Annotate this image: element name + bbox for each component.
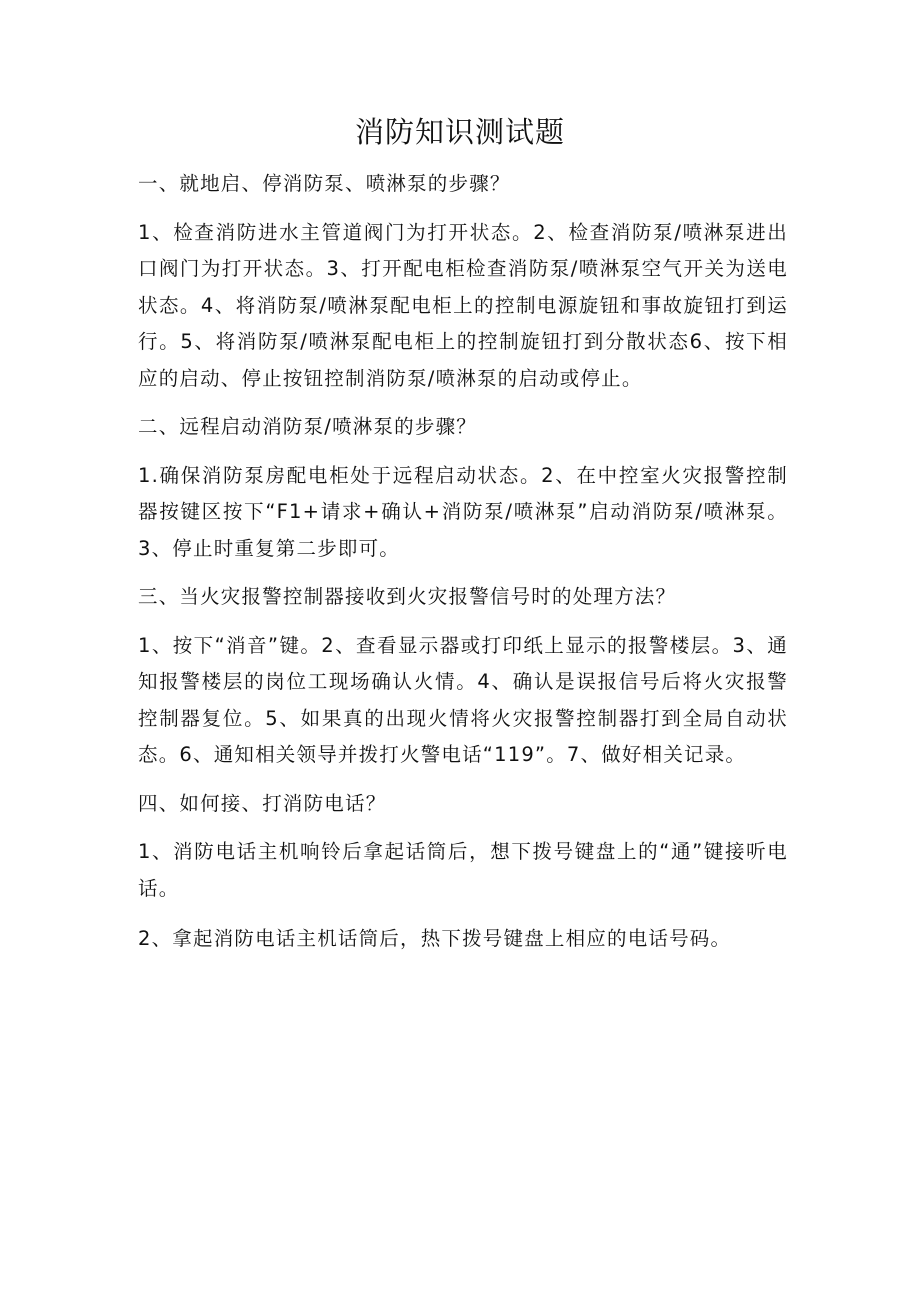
- answer-paragraph-2: 1.确保消防泵房配电柜处于远程启动状态。2、在中控室火灾报警控制器按键区按下“F1+请求+确认+消防泵/喷淋泵”启动消防泵/喷淋泵。3、停止时重复第二步即可。: [138, 463, 788, 560]
- question-heading-2: 二、远程启动消防泵/喷淋泵的步骤？: [138, 415, 477, 438]
- answer-paragraph-4b: 2、拿起消防电话主机话筒后，热下拨号键盘上相应的电话号码。: [138, 927, 732, 950]
- document-title: 消防知识测试题: [354, 115, 565, 149]
- answer-paragraph-1: 1、检查消防进水主管道阀门为打开状态。2、检查消防泵/喷淋泵进出口阀门为打开状态。3、打开配电柜检查消防泵/喷淋泵空气开关为送电状态。4、将消防泵/喷淋泵配电柜上的控制电源旋钮和事故旋钮打到运行。5、将消防泵/喷淋泵配电柜上的控制旋钮打到分散状态6、按下相应的启动、停止按钮控制消防泵/喷淋泵的启动或停止。: [138, 220, 788, 390]
- answer-paragraph-3: 1、按下“消音”键。2、查看显示器或打印纸上显示的报警楼层。3、通知报警楼层的岗位工现场确认火情。4、确认是误报信号后将火灾报警控制器复位。5、如果真的出现火情将火灾报警控制器打到全局自动状态。6、通知相关领导并拨打火警电话“119”。7、做好相关记录。: [138, 633, 788, 766]
- answer-paragraph-4a: 1、消防电话主机响铃后拿起话筒后，想下拨号键盘上的“通”键接听电话。: [138, 840, 788, 900]
- question-heading-3: 三、当火灾报警控制器接收到火灾报警信号时的处理方法？: [138, 585, 677, 608]
- document-body: [138, 166, 788, 970]
- question-heading-1: 一、就地启、停消防泵、喷淋泵的步骤？: [138, 172, 511, 195]
- question-heading-4: 四、如何接、打消防电话？: [138, 791, 387, 815]
